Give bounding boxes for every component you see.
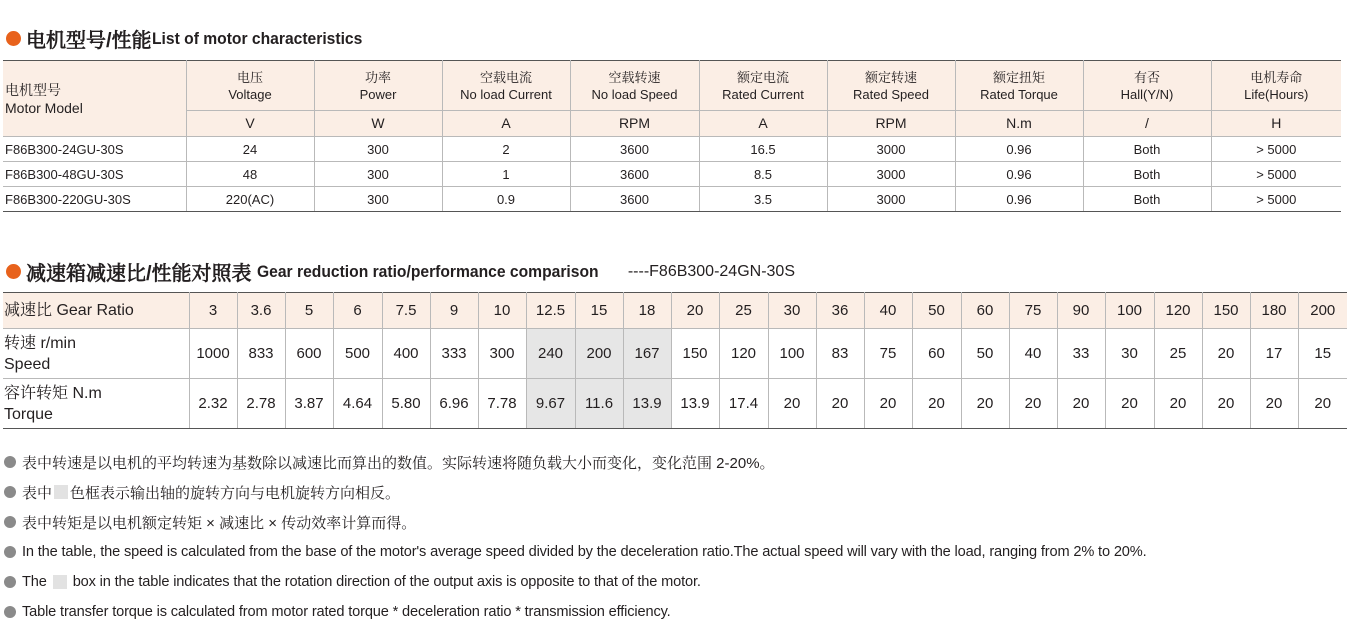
torque-cell: 9.67 [526,379,575,429]
ratio-cell: 120 [1154,293,1202,329]
value-cell: 48 [186,162,314,187]
column-header: 功率 Power [314,61,442,111]
value-cell: 300 [314,137,442,162]
speed-cell: 333 [430,329,478,379]
ratio-cell: 20 [671,293,719,329]
value-cell: 300 [314,162,442,187]
speed-cell: 600 [285,329,333,379]
speed-cell: 833 [237,329,285,379]
ratio-cell: 9 [430,293,478,329]
value-cell: > 5000 [1211,162,1341,187]
ratio-cell: 7.5 [382,293,430,329]
ratio-cell: 200 [1298,293,1347,329]
bullet-icon [4,516,16,528]
value-cell: Both [1083,162,1211,187]
speed-label: 转速 r/min Speed [3,329,189,379]
model-cell: F86B300-24GU-30S [3,137,186,162]
value-cell: 0.96 [955,187,1083,212]
gray-box-swatch-icon [53,575,67,589]
note-item: 表中转速是以电机的平均转速为基数除以减速比而算出的数值。实际转速将随负载大小而变化，变化范围 2-20%。 [4,447,1147,477]
speed-cell: 500 [333,329,382,379]
unit-cell: A [699,111,827,137]
speed-cell: 75 [864,329,912,379]
column-header: 额定扭矩 Rated Torque [955,61,1083,111]
torque-cell: 20 [1057,379,1105,429]
ratio-cell: 10 [478,293,526,329]
ratio-cell: 18 [623,293,671,329]
torque-cell: 6.96 [430,379,478,429]
column-header: 电压 Voltage [186,61,314,111]
bullet-icon [4,456,16,468]
torque-cell: 7.78 [478,379,526,429]
table-row [3,162,1341,187]
value-cell: 220(AC) [186,187,314,212]
ratio-cell: 40 [864,293,912,329]
value-cell: 16.5 [699,137,827,162]
motor-characteristics-table [3,60,1341,212]
bullet-icon [4,606,16,618]
ratio-cell: 60 [961,293,1009,329]
torque-row [3,379,1347,429]
torque-cell: 20 [1154,379,1202,429]
ratio-cell: 180 [1250,293,1298,329]
speed-cell: 33 [1057,329,1105,379]
value-cell: 1 [442,162,570,187]
ratio-cell: 150 [1202,293,1250,329]
torque-cell: 20 [768,379,816,429]
ratio-label: 减速比 Gear Ratio [3,293,189,329]
value-cell: 0.96 [955,137,1083,162]
value-cell: 24 [186,137,314,162]
unit-cell: A [442,111,570,137]
motor-title-cn: 电机型号/性能 [26,30,152,52]
gray-box-swatch-icon [54,485,68,499]
torque-cell: 2.32 [189,379,237,429]
model-cell: F86B300-220GU-30S [3,187,186,212]
value-cell: 3600 [570,137,699,162]
speed-cell: 30 [1105,329,1154,379]
gear-section-title [6,257,795,286]
speed-cell: 100 [768,329,816,379]
column-header: 额定转速 Rated Speed [827,61,955,111]
bullet-icon [4,546,16,558]
motor-title-en: List of motor characteristics [151,28,362,48]
value-cell: 3.5 [699,187,827,212]
value-cell: 2 [442,137,570,162]
torque-cell: 2.78 [237,379,285,429]
torque-cell: 20 [1250,379,1298,429]
value-cell: 0.9 [442,187,570,212]
speed-cell: 240 [526,329,575,379]
table-row [3,187,1341,212]
note-item: 表中 色框表示输出轴的旋转方向与电机旋转方向相反。 [4,477,1147,507]
model-cell: F86B300-48GU-30S [3,162,186,187]
value-cell: 3600 [570,187,699,212]
gear-title-model: ----F86B300-24GN-30S [627,262,795,280]
value-cell: 300 [314,187,442,212]
torque-cell: 5.80 [382,379,430,429]
speed-cell: 50 [961,329,1009,379]
torque-cell: 13.9 [671,379,719,429]
ratio-cell: 5 [285,293,333,329]
motor-header-row [3,61,1341,111]
torque-cell: 4.64 [333,379,382,429]
unit-cell: N.m [955,111,1083,137]
ratio-cell: 90 [1057,293,1105,329]
orange-dot-icon [6,31,21,46]
speed-cell: 300 [478,329,526,379]
notes-list [4,447,1147,627]
torque-cell: 13.9 [623,379,671,429]
torque-cell: 20 [912,379,961,429]
value-cell: 3000 [827,162,955,187]
bullet-icon [4,486,16,498]
torque-cell: 20 [816,379,864,429]
speed-cell: 120 [719,329,768,379]
unit-cell: RPM [827,111,955,137]
speed-cell: 400 [382,329,430,379]
note-item: 表中转矩是以电机额定转矩 × 减速比 × 传动效率计算而得。 [4,507,1147,537]
column-header: 空载转速 No load Speed [570,61,699,111]
torque-cell: 11.6 [575,379,623,429]
unit-cell: W [314,111,442,137]
torque-cell: 20 [1202,379,1250,429]
speed-cell: 40 [1009,329,1057,379]
speed-row [3,329,1347,379]
torque-label: 容许转矩 N.m Torque [3,379,189,429]
column-header: 空载电流 No load Current [442,61,570,111]
unit-cell: H [1211,111,1341,137]
ratio-cell: 100 [1105,293,1154,329]
value-cell: > 5000 [1211,137,1341,162]
column-header: 有否 Hall(Y/N) [1083,61,1211,111]
torque-cell: 20 [1009,379,1057,429]
torque-cell: 20 [961,379,1009,429]
speed-cell: 25 [1154,329,1202,379]
ratio-cell: 12.5 [526,293,575,329]
torque-cell: 20 [1298,379,1347,429]
value-cell: 0.96 [955,162,1083,187]
speed-cell: 1000 [189,329,237,379]
unit-row [3,111,1341,137]
note-item: In the table, the speed is calculated from the base of the motor's average speed divided by the deceleration ratio.The actual speed will vary with the load, ranging from 2% to 20%. [4,537,1147,567]
table-row [3,137,1341,162]
unit-cell: V [186,111,314,137]
note-item: The box in the table indicates that the rotation direction of the output axis is opposite to that of the motor. [4,567,1147,597]
value-cell: Both [1083,137,1211,162]
orange-dot-icon [6,264,21,279]
ratio-cell: 6 [333,293,382,329]
model-header: 电机型号 Motor Model [3,61,186,137]
value-cell: > 5000 [1211,187,1341,212]
speed-cell: 200 [575,329,623,379]
value-cell: 8.5 [699,162,827,187]
speed-cell: 17 [1250,329,1298,379]
motor-section-title [6,24,380,53]
column-header: 额定电流 Rated Current [699,61,827,111]
note-item: Table transfer torque is calculated from motor rated torque * deceleration ratio * transmission efficiency. [4,597,1147,627]
bullet-icon [4,576,16,588]
ratio-cell: 36 [816,293,864,329]
value-cell: Both [1083,187,1211,212]
ratio-cell: 15 [575,293,623,329]
gear-title-cn: 减速箱减速比/性能对照表 [26,263,252,285]
torque-cell: 3.87 [285,379,333,429]
value-cell: 3000 [827,187,955,212]
column-header: 电机寿命 Life(Hours) [1211,61,1341,111]
torque-cell: 20 [1105,379,1154,429]
speed-cell: 83 [816,329,864,379]
torque-cell: 17.4 [719,379,768,429]
ratio-cell: 30 [768,293,816,329]
unit-cell: / [1083,111,1211,137]
speed-cell: 167 [623,329,671,379]
speed-cell: 20 [1202,329,1250,379]
speed-cell: 60 [912,329,961,379]
ratio-cell: 50 [912,293,961,329]
ratio-cell: 3 [189,293,237,329]
value-cell: 3000 [827,137,955,162]
torque-cell: 20 [864,379,912,429]
speed-cell: 150 [671,329,719,379]
ratio-cell: 25 [719,293,768,329]
value-cell: 3600 [570,162,699,187]
gear-title-en: Gear reduction ratio/performance comparison [256,261,599,281]
unit-cell: RPM [570,111,699,137]
speed-cell: 15 [1298,329,1347,379]
gear-ratio-row [3,293,1347,329]
gear-ratio-table [3,292,1347,429]
ratio-cell: 75 [1009,293,1057,329]
ratio-cell: 3.6 [237,293,285,329]
